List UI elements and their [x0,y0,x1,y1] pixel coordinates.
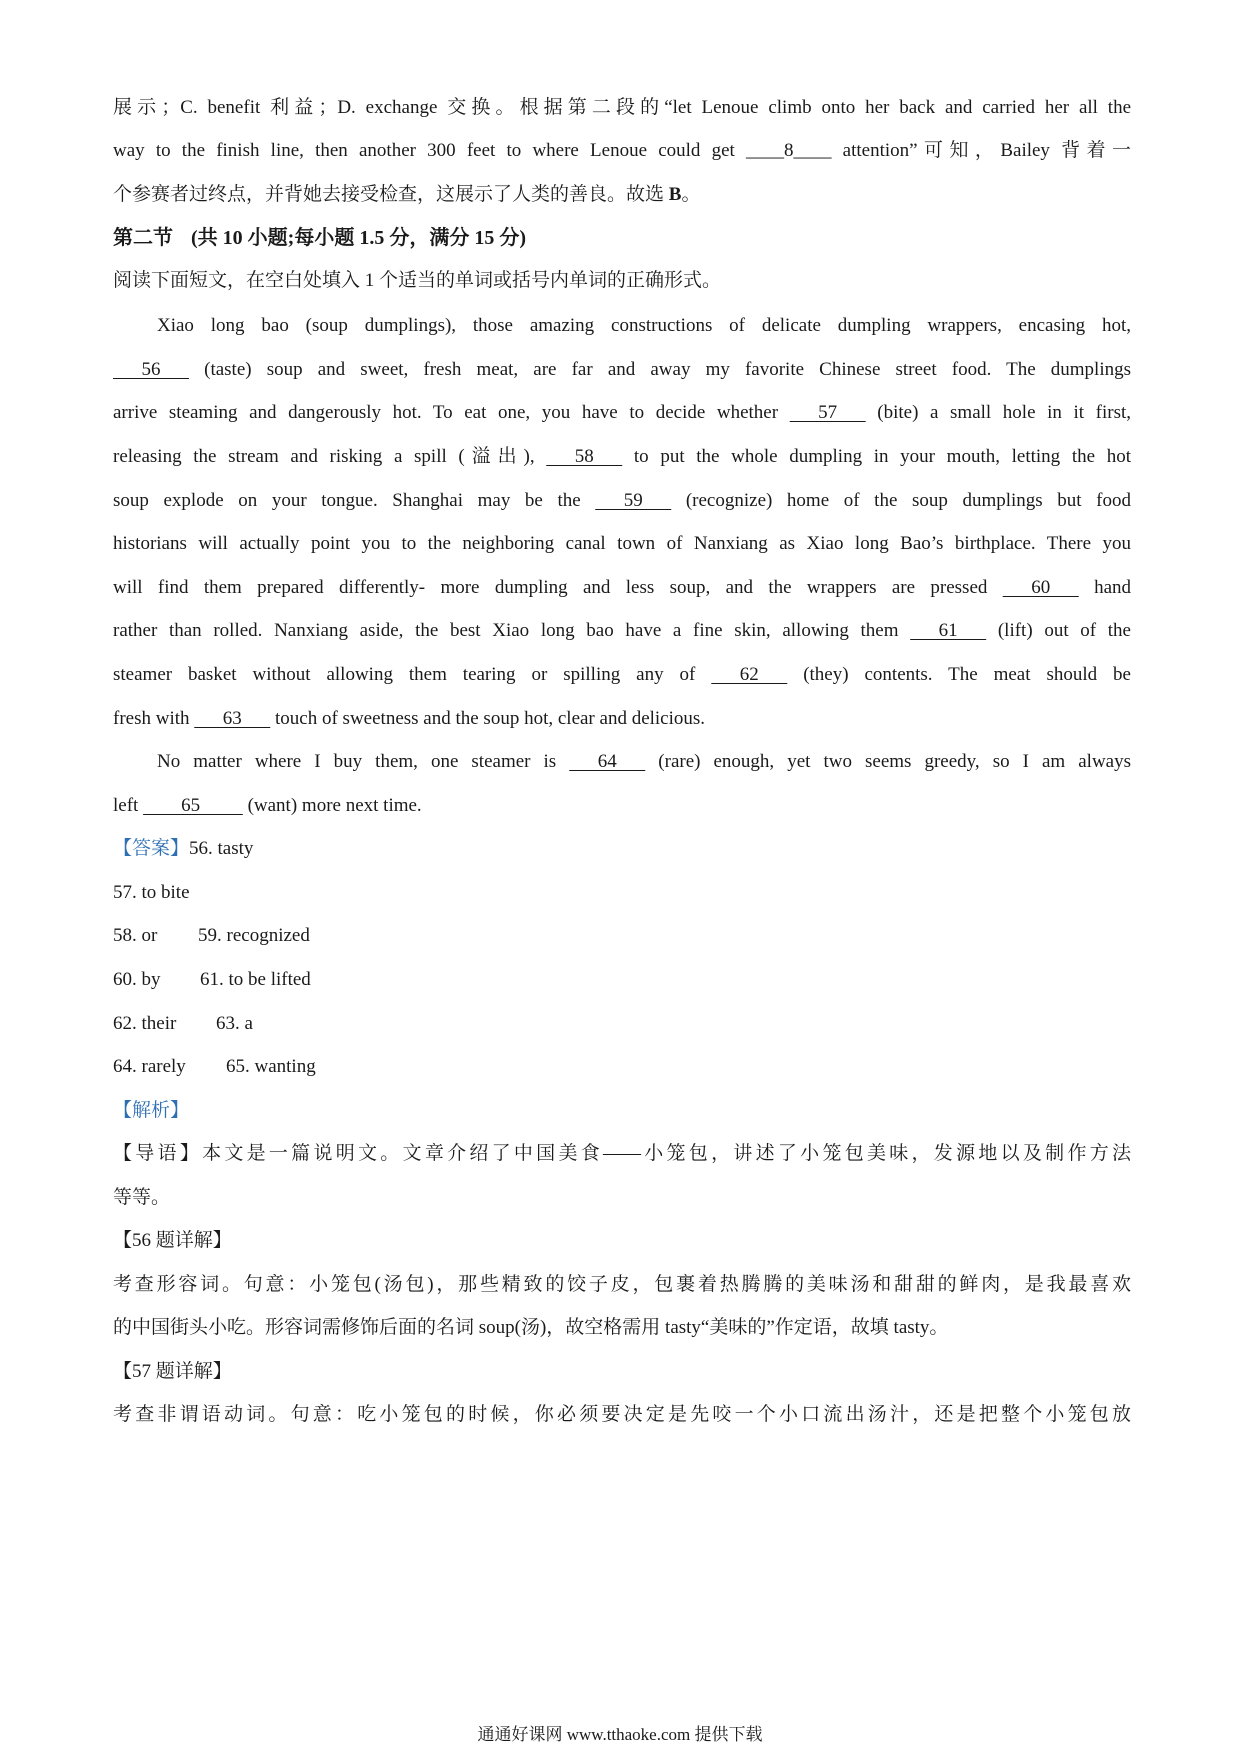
passage-line: Xiao long bao (soup dumplings), those amazing constructions of delicate dumpling wrappers, encasing hot, [157,315,1131,336]
section-score: (共 10 小题;每小题 1.5 分，满分 15 分) [191,227,526,249]
passage-line: steamer basket without allowing them tearing or spilling any of 62 (they) contents. The meat should be [113,661,1131,689]
passage-line: left 65 (want) more next time. [113,792,1131,820]
section-title: 第二节 [113,227,173,249]
answer-line [113,966,1131,994]
blank-59: 59 [595,490,672,511]
analysis-line: 考查形容词。句意：小笼包(汤包)，那些精致的饺子皮，包裹着热腾腾的美味汤和甜甜的鲜肉，是我最喜欢 [113,1274,1131,1295]
passage-line: arrive steaming and dangerously hot. To eat one, you have to decide whether 57 (bite) a small hole in it first, [113,399,1131,427]
answer-57: 57. to bite [113,882,190,903]
answer-line [113,1053,1131,1081]
blank-58: 58 [546,446,623,467]
passage-line: rather than rolled. Nanxiang aside, the best Xiao long bao have a fine skin, allowing them 61 (lift) out of the [113,617,1131,645]
passage-line: fresh with 63 touch of sweetness and the soup hot, clear and delicious. [113,705,1131,733]
passage-line: 56 (taste) soup and sweet, fresh meat, are far and away my favorite Chinese street food. The dumplings [113,356,1131,384]
answer-tag: 【答案】 [113,838,190,859]
answer-line [113,835,1131,863]
blank-57: 57 [789,402,866,423]
analysis-line: 的中国街头小吃。形容词需修饰后面的名词 soup(汤)，故空格需用 tasty“美味的”作定语，故填 tasty。 [113,1317,949,1338]
answer-61: 61. to be lifted [200,969,311,990]
text-line: way to the finish line, then another 300 feet to where Lenoue could get ____8____ attention”可知，Bailey 背着一 [113,140,1131,161]
section-heading [113,224,1131,252]
answer-60: 60. by [113,969,161,990]
analysis-line: 【导语】本文是一篇说明文。文章介绍了中国美食——小笼包，讲述了小笼包美味，发源地以及制作方法 [113,1143,1131,1164]
text-line: 个参赛者过终点，并背她去接受检查，这展示了人类的善良。故选 B。 [113,184,701,205]
answer-63: 63. a [216,1013,253,1034]
passage-line: No matter where I buy them, one steamer is 64 (rare) enough, yet two seems greedy, so I am always [113,748,1131,776]
answer-64: 64. rarely [113,1056,186,1077]
answer-line [113,1010,1131,1038]
blank-64: 64 [569,751,646,772]
blank-63: 63 [194,708,271,729]
blank-56: 56 [113,359,189,380]
passage-line: will find them prepared differently- more dumpling and less soup, and the wrappers are pressed 60 hand [113,574,1131,602]
passage-line: releasing the stream and risking a spill (溢出), 58 to put the whole dumpling in your mouth, letting the hot [113,443,1131,471]
blank-61: 61 [910,620,987,641]
blank-65: 65 [143,795,243,816]
instruction: 阅读下面短文，在空白处填入 1 个适当的单词或括号内单词的正确形式。 [113,270,722,291]
answer-62: 62. their [113,1013,177,1034]
analysis-line: 考查非谓语动词。句意：吃小笼包的时候，你必须要决定是先咬一个小口流出汤汁，还是把整个小笼包放 [113,1404,1131,1425]
text-line: 展示；C. benefit 利益；D. exchange 交换。根据第二段的“let Lenoue climb onto her back and carried her all the [113,97,1131,118]
passage-line: historians will actually point you to the neighboring canal town of Nanxiang as Xiao long Bao’s birthplace. There you [113,533,1131,554]
blank-8: ____8____ [746,140,832,161]
detail-heading-56: 【56 题详解】 [113,1230,232,1251]
answer-59: 59. recognized [198,925,310,946]
blank-60: 60 [1002,577,1079,598]
analysis-line: 等等。 [113,1187,171,1208]
blank-62: 62 [711,664,788,685]
page-footer: 通通好课网 www.tthaoke.com 提供下载 [477,1725,763,1744]
answer-65: 65. wanting [226,1056,316,1077]
analysis-tag: 【解析】 [113,1100,190,1121]
answer-56: 56. tasty [189,838,254,859]
passage-line: soup explode on your tongue. Shanghai may be the 59 (recognize) home of the soup dumplings but food [113,487,1131,515]
answer-58: 58. or [113,925,158,946]
answer-line [113,922,1131,950]
detail-heading-57: 【57 题详解】 [113,1361,232,1382]
